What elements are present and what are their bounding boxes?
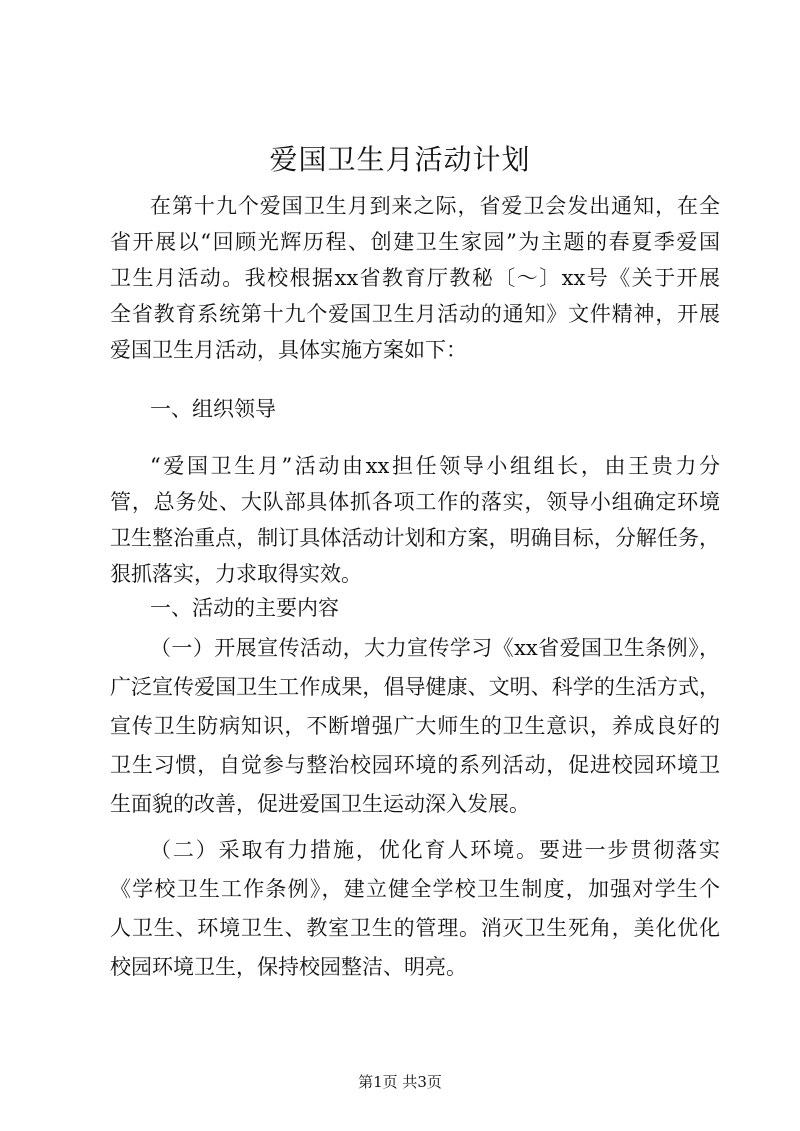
paragraph-line: 人卫生、环境卫生、教室卫生的管理。消灭卫生死角，美化优化 <box>110 916 720 940</box>
paragraph-line: 生面貌的改善，促进爱国卫生运动深入发展。 <box>110 792 530 816</box>
paragraph-line: 卫生月活动。我校根据xx省教育厅教秘〔～〕xx号《关于开展 <box>110 266 720 290</box>
paragraph-line: 卫生整治重点，制订具体活动计划和方案，明确目标，分解任务， <box>110 526 720 550</box>
paragraph-line: （一）开展宣传活动，大力宣传学习《xx省爱国卫生条例》， <box>150 636 720 660</box>
paragraph-line: 在第十九个爱国卫生月到来之际，省爱卫会发出通知，在全 <box>150 194 720 218</box>
paragraph-line: 全省教育系统第十九个爱国卫生月活动的通知》文件精神，开展 <box>110 302 720 326</box>
section-heading: 一、组织领导 <box>150 397 276 421</box>
paragraph-line: （二）采取有力措施，优化育人环境。要进一步贯彻落实 <box>150 838 720 862</box>
paragraph-line: 管，总务处、大队部具体抓各项工作的落实，领导小组确定环境 <box>110 490 720 514</box>
paragraph-line: 省开展以“回顾光辉历程、创建卫生家园”为主题的春夏季爱国 <box>110 230 720 254</box>
paragraph-line: 爱国卫生月活动，具体实施方案如下： <box>110 338 467 362</box>
section-heading: 一、活动的主要内容 <box>150 596 339 620</box>
paragraph-line: 狠抓落实，力求取得实效。 <box>110 562 362 586</box>
paragraph-line: “爱国卫生月”活动由xx担任领导小组组长，由王贵力分 <box>150 454 720 478</box>
document-title: 爱国卫生月活动计划 <box>269 143 531 176</box>
paragraph-line: 宣传卫生防病知识，不断增强广大师生的卫生意识，养成良好的 <box>110 714 720 738</box>
paragraph-line: 广泛宣传爱国卫生工作成果，倡导健康、文明、科学的生活方式， <box>110 675 720 699</box>
page-number-footer: 第1页 共3页 <box>358 1073 442 1091</box>
paragraph-line: 《学校卫生工作条例》，建立健全学校卫生制度，加强对学生个 <box>110 877 720 901</box>
paragraph-line: 卫生习惯，自觉参与整治校园环境的系列活动，促进校园环境卫 <box>110 753 720 777</box>
paragraph-line: 校园环境卫生，保持校园整洁、明亮。 <box>110 955 467 979</box>
